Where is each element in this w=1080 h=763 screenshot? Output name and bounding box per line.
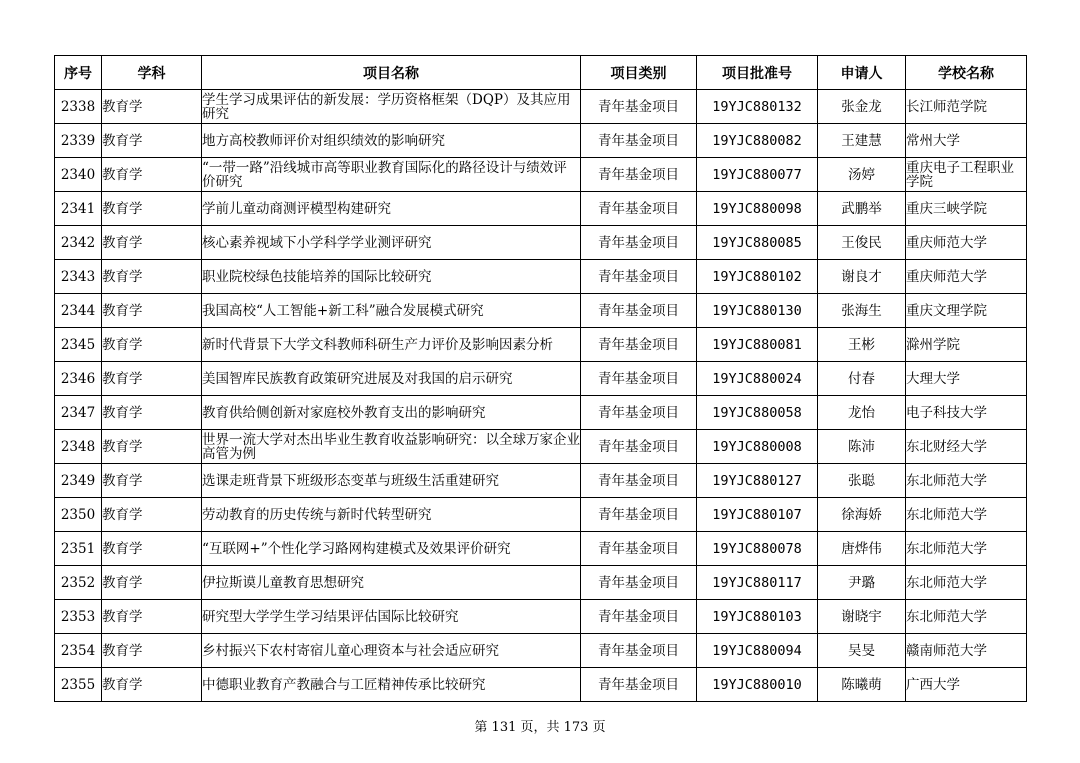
cell-school: 广西大学 [906, 668, 1027, 702]
cell-school: 东北师范大学 [906, 498, 1027, 532]
cell-project-type: 青年基金项目 [581, 90, 697, 124]
cell-project-name: 核心素养视域下小学科学学业测评研究 [202, 226, 581, 260]
cell-subject: 教育学 [102, 668, 202, 702]
cell-project-name: “一带一路”沿线城市高等职业教育国际化的路径设计与绩效评价研究 [202, 158, 581, 192]
cell-approval-number: 19YJC880081 [697, 328, 818, 362]
cell-project-name: 我国高校“人工智能+新工科”融合发展模式研究 [202, 294, 581, 328]
cell-project-type: 青年基金项目 [581, 124, 697, 158]
cell-applicant: 张金龙 [818, 90, 906, 124]
cell-index: 2355 [55, 668, 102, 702]
cell-applicant: 唐烨伟 [818, 532, 906, 566]
cell-project-type: 青年基金项目 [581, 600, 697, 634]
header-project-type: 项目类别 [581, 56, 697, 90]
cell-approval-number: 19YJC880010 [697, 668, 818, 702]
cell-subject: 教育学 [102, 600, 202, 634]
cell-applicant: 谢良才 [818, 260, 906, 294]
cell-subject: 教育学 [102, 158, 202, 192]
cell-approval-number: 19YJC880127 [697, 464, 818, 498]
table-row [55, 566, 1027, 600]
cell-project-type: 青年基金项目 [581, 498, 697, 532]
table-row [55, 600, 1027, 634]
cell-approval-number: 19YJC880082 [697, 124, 818, 158]
table-row [55, 226, 1027, 260]
cell-project-name: 世界一流大学对杰出毕业生教育收益影响研究：以全球万家企业高管为例 [202, 431, 580, 462]
cell-index: 2348 [55, 430, 102, 464]
cell-project-name: 学前儿童动商测评模型构建研究 [202, 192, 581, 226]
cell-school: 常州大学 [906, 124, 1027, 158]
header-approval-number: 项目批准号 [697, 56, 818, 90]
table-row [55, 260, 1027, 294]
header-subject: 学科 [102, 56, 202, 90]
cell-project-type: 青年基金项目 [581, 430, 697, 464]
cell-school: 滁州学院 [906, 328, 1027, 362]
cell-project-name: 学生学习成果评估的新发展：学历资格框架（DQP）及其应用研究 [202, 90, 581, 124]
cell-index: 2346 [55, 362, 102, 396]
table-row [55, 464, 1027, 498]
cell-applicant: 王建慧 [818, 124, 906, 158]
cell-school: 东北师范大学 [906, 532, 1027, 566]
cell-school: 重庆师范大学 [906, 226, 1027, 260]
cell-index: 2352 [55, 566, 102, 600]
header-project-name: 项目名称 [202, 56, 581, 90]
table-row [55, 396, 1027, 430]
cell-subject: 教育学 [102, 430, 202, 464]
table-row [55, 362, 1027, 396]
cell-approval-number: 19YJC880085 [697, 226, 818, 260]
cell-applicant: 陈沛 [818, 430, 906, 464]
cell-project-type: 青年基金项目 [581, 226, 697, 260]
cell-applicant: 吴旻 [818, 634, 906, 668]
cell-subject: 教育学 [102, 532, 202, 566]
cell-project-name: 伊拉斯谟儿童教育思想研究 [202, 566, 581, 600]
cell-project-type: 青年基金项目 [581, 634, 697, 668]
cell-project-name: 美国智库民族教育政策研究进展及对我国的启示研究 [202, 362, 581, 396]
header-school: 学校名称 [906, 56, 1027, 90]
cell-subject: 教育学 [102, 90, 202, 124]
cell-index: 2350 [55, 498, 102, 532]
header-index: 序号 [55, 56, 102, 90]
cell-applicant: 尹璐 [818, 566, 906, 600]
cell-project-name: 职业院校绿色技能培养的国际比较研究 [202, 260, 581, 294]
cell-applicant: 张海生 [818, 294, 906, 328]
cell-project-type: 青年基金项目 [581, 396, 697, 430]
cell-applicant: 汤婷 [818, 158, 906, 192]
table-row [55, 90, 1027, 124]
cell-school: 大理大学 [906, 362, 1027, 396]
cell-subject: 教育学 [102, 396, 202, 430]
cell-approval-number: 19YJC880107 [697, 498, 818, 532]
cell-approval-number: 19YJC880098 [697, 192, 818, 226]
cell-approval-number: 19YJC880058 [697, 396, 818, 430]
project-table-container [54, 55, 1027, 702]
cell-index: 2340 [55, 158, 102, 192]
cell-approval-number: 19YJC880008 [697, 430, 818, 464]
table-header-row [55, 56, 1027, 90]
cell-subject: 教育学 [102, 124, 202, 158]
cell-subject: 教育学 [102, 566, 202, 600]
cell-approval-number: 19YJC880077 [697, 158, 818, 192]
cell-applicant: 陈曦萌 [818, 668, 906, 702]
cell-school: 电子科技大学 [906, 396, 1027, 430]
cell-approval-number: 19YJC880102 [697, 260, 818, 294]
cell-index: 2342 [55, 226, 102, 260]
table-row [55, 668, 1027, 702]
cell-project-name: 新时代背景下大学文科教师科研生产力评价及影响因素分析 [202, 328, 581, 362]
cell-project-name: “互联网+”个性化学习路网构建模式及效果评价研究 [202, 532, 581, 566]
cell-school: 赣南师范大学 [906, 634, 1027, 668]
cell-approval-number: 19YJC880130 [697, 294, 818, 328]
cell-index: 2338 [55, 90, 102, 124]
cell-index: 2344 [55, 294, 102, 328]
table-body [55, 90, 1027, 702]
cell-school: 东北财经大学 [906, 430, 1027, 464]
cell-applicant: 龙怡 [818, 396, 906, 430]
cell-project-type: 青年基金项目 [581, 158, 697, 192]
cell-index: 2347 [55, 396, 102, 430]
cell-subject: 教育学 [102, 260, 202, 294]
table-row [55, 124, 1027, 158]
cell-project-name: 教育供给侧创新对家庭校外教育支出的影响研究 [202, 396, 581, 430]
cell-school: 长江师范学院 [906, 90, 1027, 124]
cell-project-name: 中德职业教育产教融合与工匠精神传承比较研究 [202, 668, 581, 702]
cell-index: 2339 [55, 124, 102, 158]
cell-subject: 教育学 [102, 192, 202, 226]
cell-index: 2341 [55, 192, 102, 226]
cell-school: 东北师范大学 [906, 464, 1027, 498]
cell-subject: 教育学 [102, 464, 202, 498]
cell-index: 2349 [55, 464, 102, 498]
header-applicant: 申请人 [818, 56, 906, 90]
cell-school: 重庆文理学院 [906, 294, 1027, 328]
cell-applicant: 武鹏举 [818, 192, 906, 226]
cell-applicant: 张聪 [818, 464, 906, 498]
table-row [55, 532, 1027, 566]
cell-project-type: 青年基金项目 [581, 566, 697, 600]
cell-school: 东北师范大学 [906, 566, 1027, 600]
cell-project-type: 青年基金项目 [581, 532, 697, 566]
cell-approval-number: 19YJC880024 [697, 362, 818, 396]
cell-project-type: 青年基金项目 [581, 464, 697, 498]
cell-project-name: 地方高校教师评价对组织绩效的影响研究 [202, 124, 581, 158]
cell-project-name: 劳动教育的历史传统与新时代转型研究 [202, 498, 581, 532]
cell-project-name: 选课走班背景下班级形态变革与班级生活重建研究 [202, 464, 581, 498]
cell-subject: 教育学 [102, 634, 202, 668]
table-row [55, 498, 1027, 532]
table-row [55, 192, 1027, 226]
cell-approval-number: 19YJC880132 [697, 90, 818, 124]
cell-project-type: 青年基金项目 [581, 328, 697, 362]
table-row [55, 328, 1027, 362]
cell-applicant: 谢晓宇 [818, 600, 906, 634]
cell-approval-number: 19YJC880103 [697, 600, 818, 634]
cell-project-type: 青年基金项目 [581, 192, 697, 226]
table-row [55, 634, 1027, 668]
cell-subject: 教育学 [102, 294, 202, 328]
cell-subject: 教育学 [102, 498, 202, 532]
cell-index: 2351 [55, 532, 102, 566]
cell-project-type: 青年基金项目 [581, 362, 697, 396]
cell-subject: 教育学 [102, 226, 202, 260]
table-row [55, 294, 1027, 328]
cell-project-name: 研究型大学学生学习结果评估国际比较研究 [202, 600, 581, 634]
cell-school: 重庆电子工程职业学院 [906, 158, 1027, 192]
cell-school: 重庆师范大学 [906, 260, 1027, 294]
cell-approval-number: 19YJC880117 [697, 566, 818, 600]
cell-project-name: 乡村振兴下农村寄宿儿童心理资本与社会适应研究 [202, 634, 581, 668]
cell-index: 2345 [55, 328, 102, 362]
cell-school: 重庆三峡学院 [906, 192, 1027, 226]
cell-subject: 教育学 [102, 362, 202, 396]
cell-project-type: 青年基金项目 [581, 668, 697, 702]
project-table [54, 55, 1027, 702]
cell-index: 2354 [55, 634, 102, 668]
table-row [55, 158, 1027, 192]
cell-project-type: 青年基金项目 [581, 260, 697, 294]
cell-applicant: 付春 [818, 362, 906, 396]
cell-applicant: 徐海娇 [818, 498, 906, 532]
cell-index: 2353 [55, 600, 102, 634]
cell-applicant: 王俊民 [818, 226, 906, 260]
cell-applicant: 王彬 [818, 328, 906, 362]
cell-approval-number: 19YJC880078 [697, 532, 818, 566]
page-footer: 第 131 页，共 173 页 [474, 720, 606, 735]
cell-subject: 教育学 [102, 328, 202, 362]
cell-index: 2343 [55, 260, 102, 294]
table-row [55, 430, 1027, 464]
cell-approval-number: 19YJC880094 [697, 634, 818, 668]
cell-school: 东北师范大学 [906, 600, 1027, 634]
cell-project-type: 青年基金项目 [581, 294, 697, 328]
